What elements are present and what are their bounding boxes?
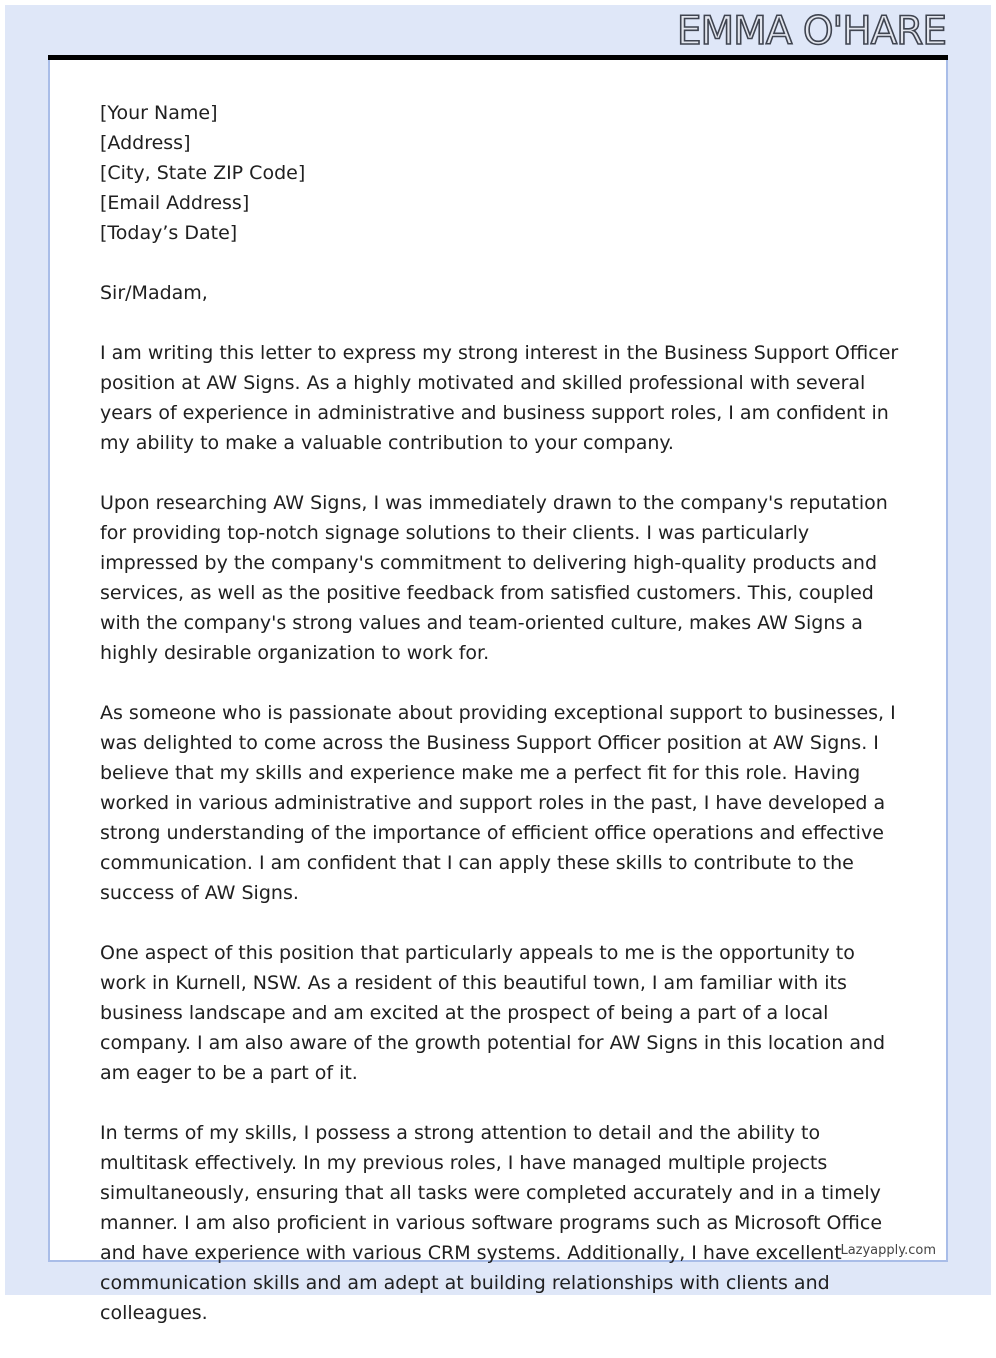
sender-date-line: [Today’s Date] <box>100 222 238 244</box>
salutation: Sir/Madam, <box>100 282 208 304</box>
sender-address-line: [Address] <box>100 132 191 154</box>
letter-page <box>48 60 948 1324</box>
sender-city-line: [City, State ZIP Code] <box>100 162 306 184</box>
letter-body <box>100 98 900 1358</box>
sender-block <box>100 98 900 248</box>
paragraph-skills: In terms of my skills, I possess a strong attention to detail and the ability to multitask effectively. In my previous roles, I have managed multiple projects simultaneously, ensuring that all tasks were completed accurately and in a timely manner. I am also proficient in various software programs such as Microsoft Office and have experience with various CRM systems. Additionally, I have excellent communication skills and am adept at building relationships with clients and colleagues. <box>100 1122 883 1324</box>
sender-email-line: [Email Address] <box>100 192 250 214</box>
sender-name-line: [Your Name] <box>100 102 218 124</box>
paragraph-location: One aspect of this position that particularly appeals to me is the opportunity to work in Kurnell, NSW. As a resident of this beautiful town, I am familiar with its business landscape and am excited at the prospect of being a part of a local company. I am also aware of the growth potential for AW Signs in this location and am eager to be a part of it. <box>100 942 886 1084</box>
paragraph-intro: I am writing this letter to express my strong interest in the Business Support Officer position at AW Signs. As a highly motivated and skilled professional with several years of experience in administrative and business support roles, I am confident in my ability to make a valuable contribution to your company. <box>100 342 899 454</box>
applicant-name-heading: EMMA O'HARE <box>676 9 946 54</box>
paragraph-company: Upon researching AW Signs, I was immediately drawn to the company's reputation for providing top-notch signage solutions to their clients. I was particularly impressed by the company's commitment to delivering high-quality products and services, as well as the positive feedback from satisfied customers. This, coupled with the company's strong values and team-oriented culture, makes AW Signs a highly desirable organization to work for. <box>100 492 888 664</box>
watermark: Lazyapply.com <box>840 1243 936 1258</box>
paragraph-fit: As someone who is passionate about providing exceptional support to businesses, I was delighted to come across the Business Support Officer position at AW Signs. I believe that my skills and experience make me a perfect fit for this role. Having worked in various administrative and support roles in the past, I have developed a strong understanding of the importance of efficient office operations and effective communication. I am confident that I can apply these skills to contribute to the success of AW Signs. <box>100 702 896 904</box>
